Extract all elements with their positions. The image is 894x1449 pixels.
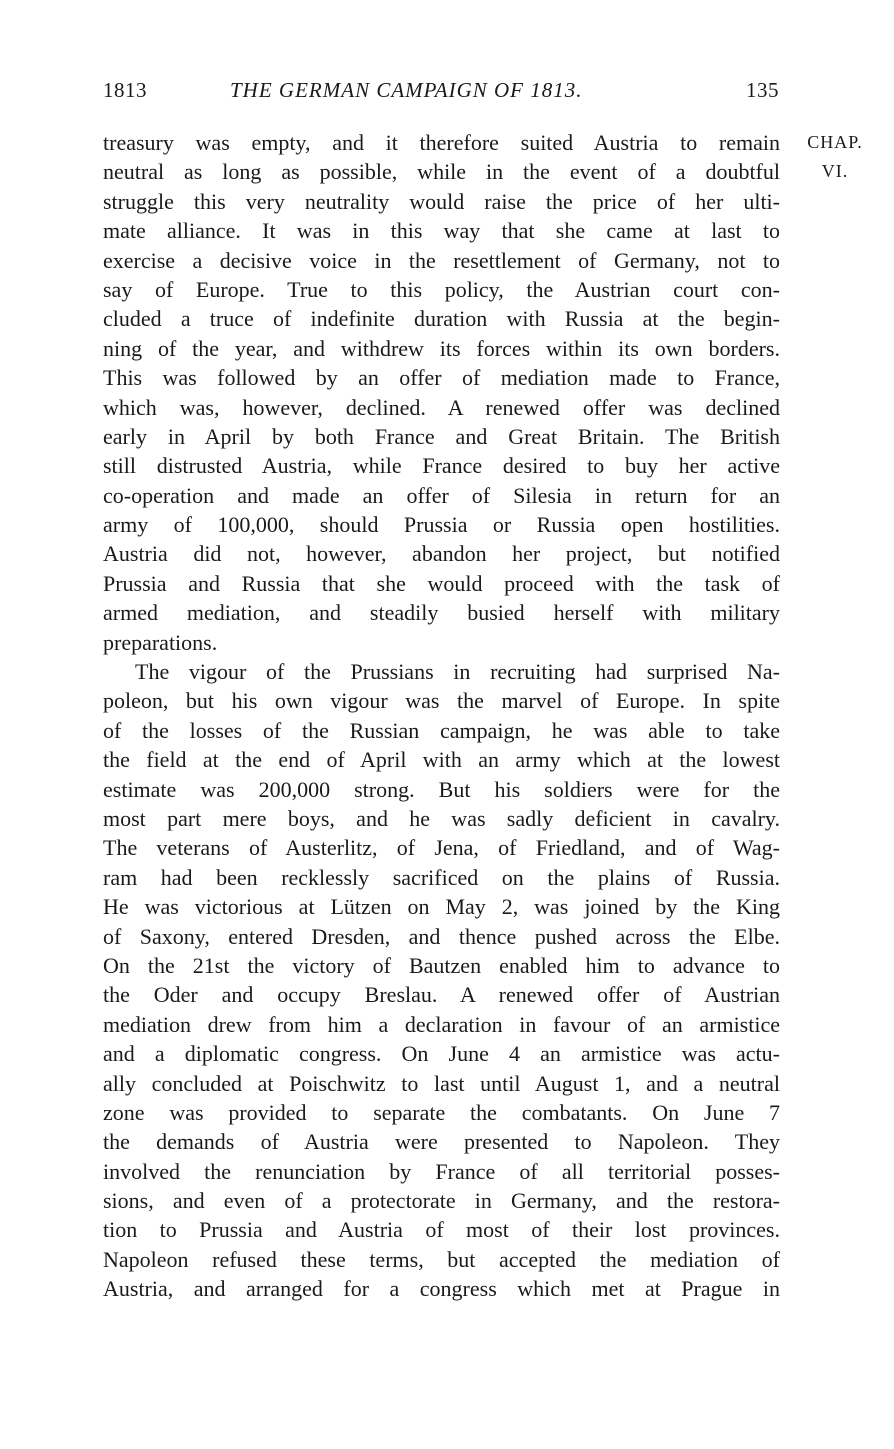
chapter-number: VI. [821,161,849,182]
paragraph-1 [103,128,780,657]
text-line: Austria did not, however, abandon her project, but notified [103,541,780,567]
text-line: cluded a truce of indefinite duration with Russia at the begin- [103,306,780,332]
text-line: preparations. [103,629,218,655]
running-header [103,78,783,108]
text-line: Austria, and arranged for a congress which met at Prague in [103,1276,780,1302]
text-line: zone was provided to separate the combatants. On June 7 [103,1099,780,1125]
text-line: army of 100,000, should Prussia or Russia open hostilities. [103,512,780,538]
chapter-margin-note [800,128,870,187]
body-text [103,128,780,1304]
text-line: still distrusted Austria, while France desired to buy her active [103,453,780,479]
text-line: ram had been recklessly sacrificed on the plains of Russia. [103,864,780,890]
text-line: co-operation and made an offer of Silesia in return for an [103,482,780,508]
text-line: estimate was 200,000 strong. But his soldiers were for the [103,776,780,802]
text-line: mate alliance. It was in this way that she came at last to [103,218,780,244]
text-line: the field at the end of April with an army which at the lowest [103,747,780,773]
text-line: poleon, but his own vigour was the marvel of Europe. In spite [103,688,780,714]
text-line: ning of the year, and withdrew its forces within its own borders. [103,335,780,361]
text-line: treasury was empty, and it therefore suited Austria to remain [103,130,780,155]
text-line: involved the renunciation by France of all territorial posses- [103,1158,780,1184]
running-title: THE GERMAN CAMPAIGN OF 1813. [230,78,583,102]
text-line: He was victorious at Lützen on May 2, was joined by the King [103,894,780,920]
text-line: exercise a decisive voice in the resettlement of Germany, not to [103,247,780,273]
text-line: sions, and even of a protectorate in Germany, and the restora- [103,1188,780,1214]
text-line: The vigour of the Prussians in recruiting had surprised Na- [135,659,780,685]
text-line: struggle this very neutrality would raise the price of her ulti- [103,188,780,214]
text-line: This was followed by an offer of mediation made to France, [103,365,780,391]
text-line: of Saxony, entered Dresden, and thence pushed across the Elbe. [103,923,780,949]
text-line: tion to Prussia and Austria of most of their lost provinces. [103,1217,780,1243]
text-line: the demands of Austria were presented to Napoleon. They [103,1129,780,1155]
text-line: armed mediation, and steadily busied herself with military [103,600,780,626]
text-line: most part mere boys, and he was sadly deficient in cavalry. [103,805,780,831]
text-line: say of Europe. True to this policy, the Austrian court con- [103,276,780,302]
text-line: early in April by both France and Great Britain. The British [103,423,780,449]
text-line: The veterans of Austerlitz, of Jena, of Friedland, and of Wag- [103,835,780,861]
text-line: and a diplomatic congress. On June 4 an armistice was actu- [103,1041,780,1067]
text-line: ally concluded at Poischwitz to last until August 1, and a neutral [103,1070,780,1096]
text-line: neutral as long as possible, while in the event of a doubtful [103,159,780,185]
text-line: the Oder and occupy Breslau. A renewed offer of Austrian [103,982,780,1008]
chapter-label: CHAP. [807,132,863,152]
text-line: On the 21st the victory of Bautzen enabled him to advance to [103,952,780,978]
text-line: Prussia and Russia that she would proceed with the task of [103,570,780,596]
paragraph-2 [103,657,780,1304]
page-number: 135 [746,78,779,102]
text-line: Napoleon refused these terms, but accepted the mediation of [103,1246,780,1272]
header-year: 1813 [103,78,147,102]
text-line: of the losses of the Russian campaign, he was able to take [103,717,780,743]
text-line: which was, however, declined. A renewed offer was declined [103,394,780,420]
text-line: mediation drew from him a declaration in favour of an armistice [103,1011,780,1037]
